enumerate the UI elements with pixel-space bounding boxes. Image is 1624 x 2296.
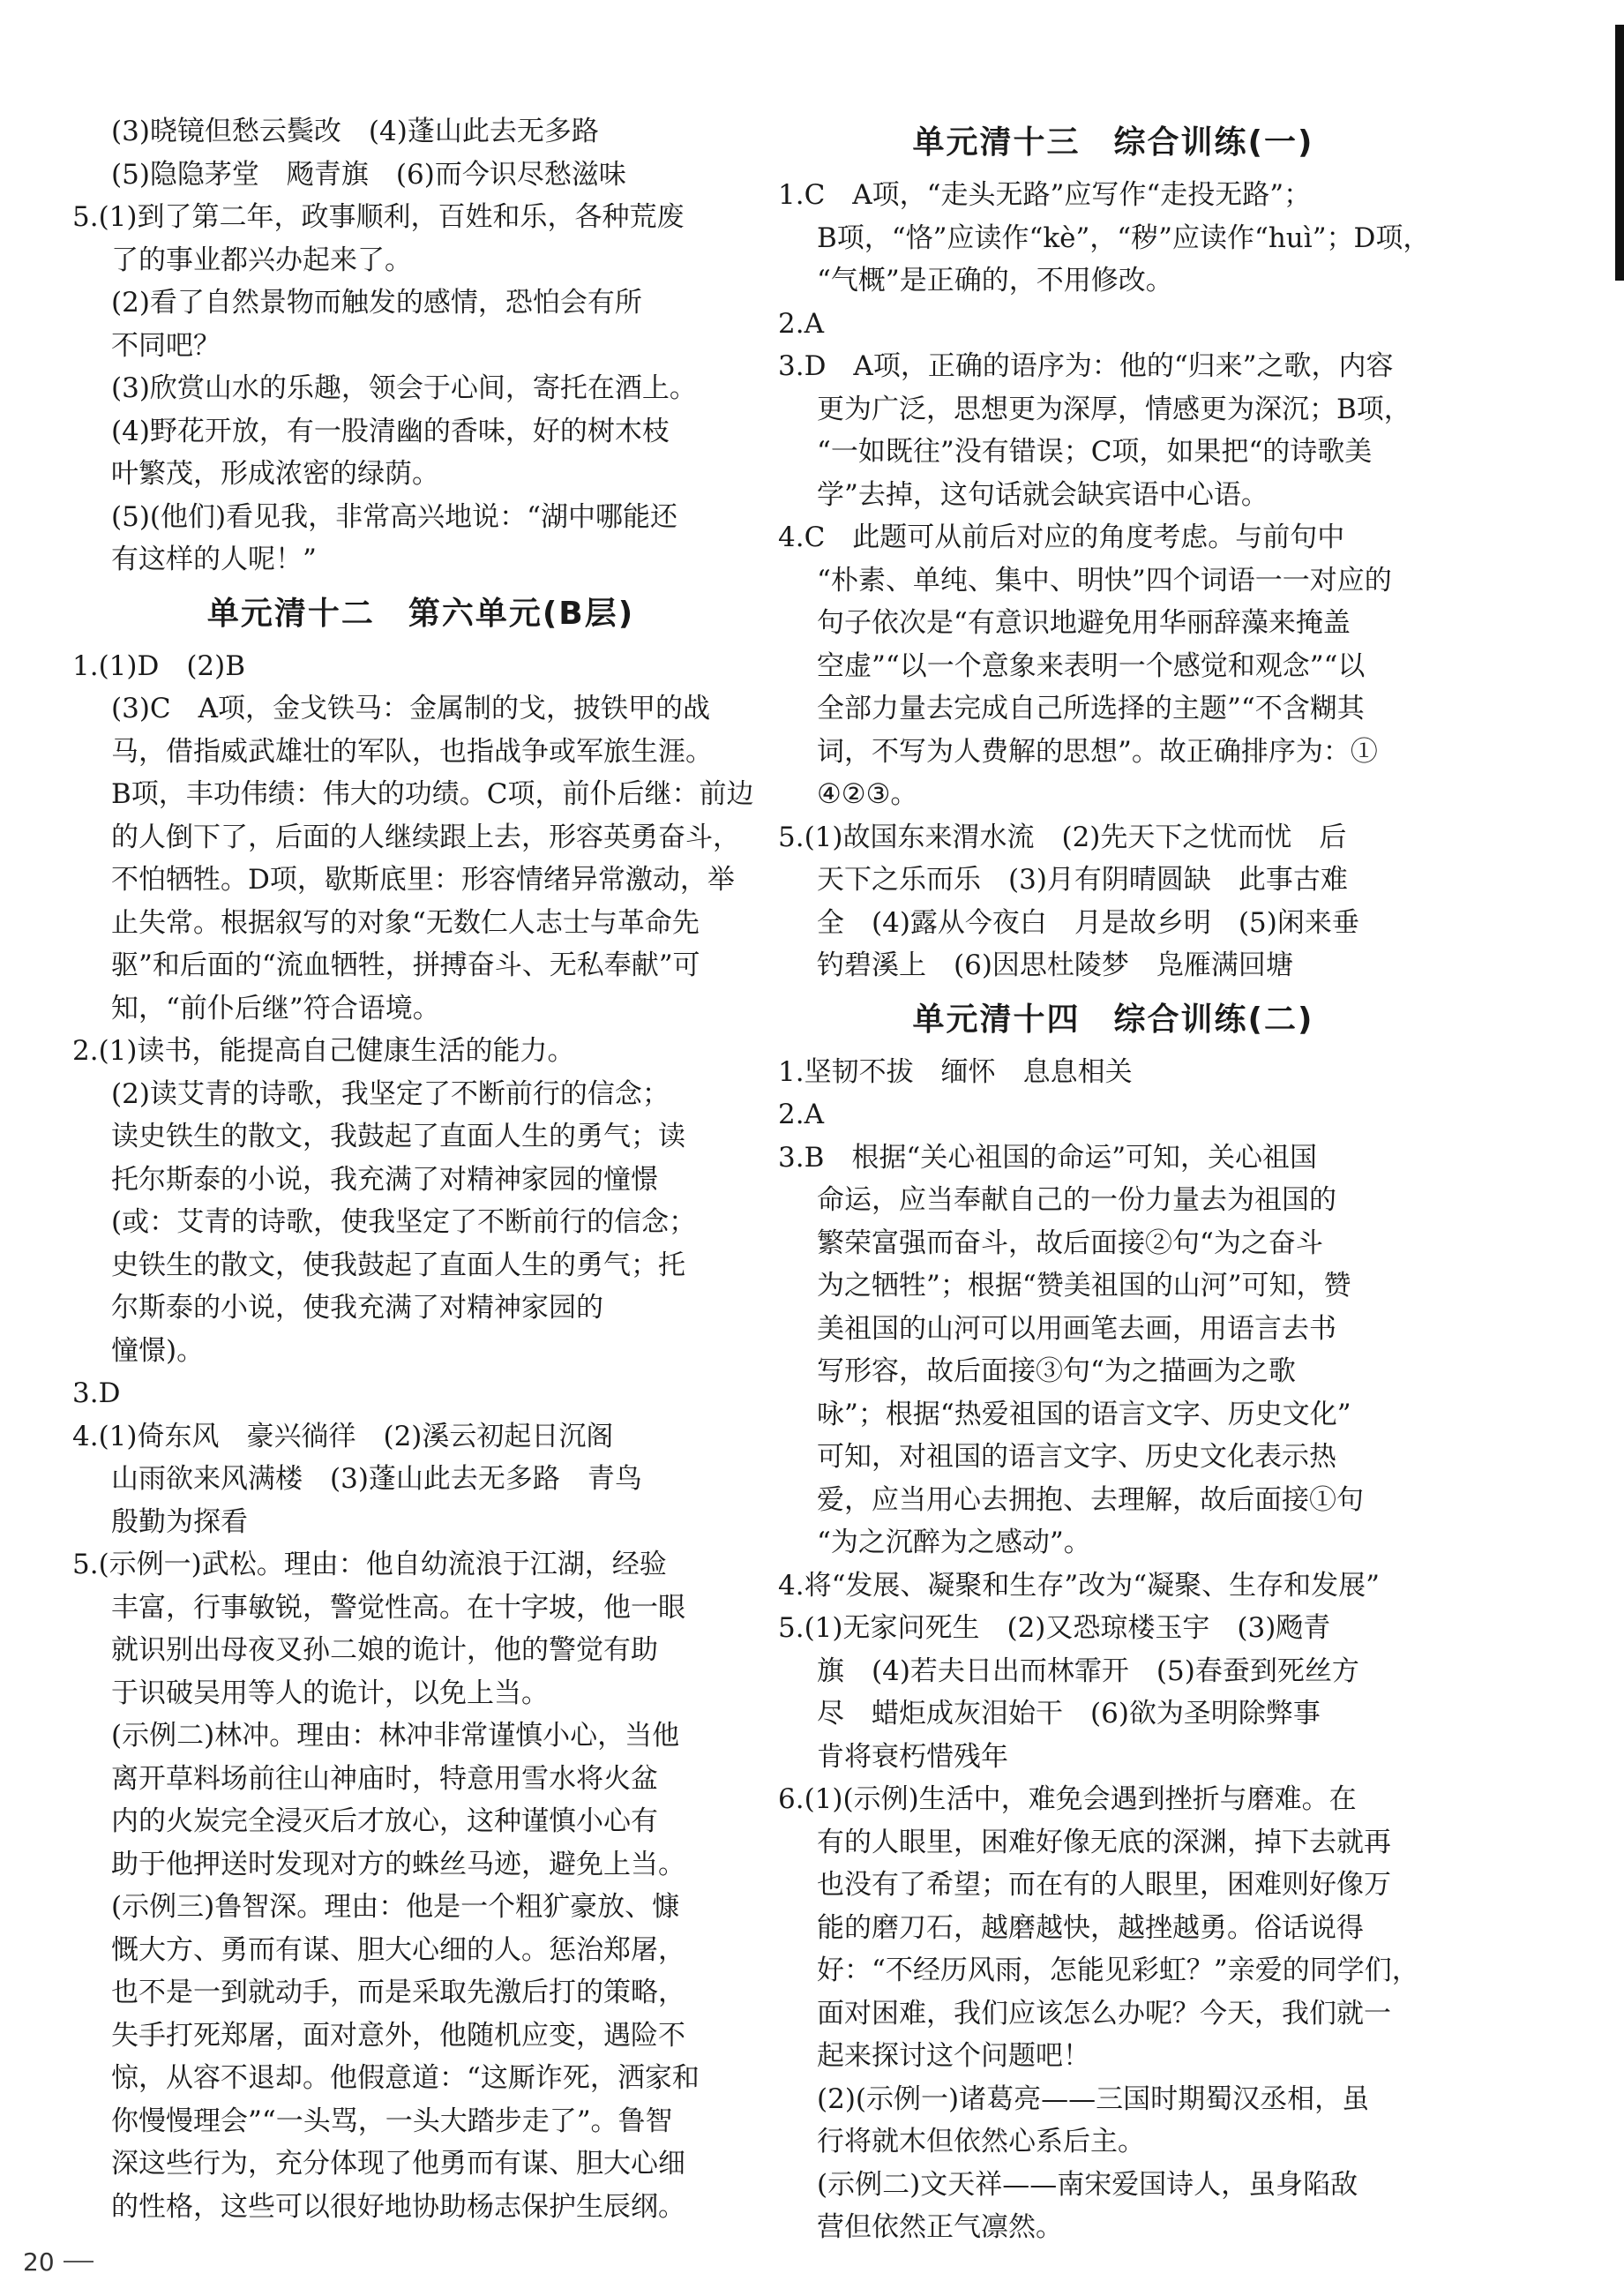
book-spine-edge: [1615, 25, 1624, 281]
answer-line-indented: 面对困难，我们应该怎么办呢？今天，我们就一: [817, 1997, 1391, 2030]
answer-line-indented: 史铁生的散文，使我鼓起了直面人生的勇气；托: [111, 1249, 685, 1281]
answer-line-indented: 钓碧溪上 (6)因思杜陵梦 凫雁满回塘: [817, 949, 1293, 981]
answer-line-indented: 为之牺牲”；根据“赞美祖国的山河”可知，赞: [817, 1270, 1351, 1302]
answer-line-indented: (5)(他们)看见我，非常高兴地说：“湖中哪能还: [111, 500, 677, 533]
answer-line-indented: 有这样的人呢！”: [111, 544, 317, 575]
answer-line-indented: (2)(示例一)诸葛亮——三国时期蜀汉丞相，虽: [817, 2082, 1370, 2115]
answer-line-indented: 命运，应当奉献自己的一份力量去为祖国的: [817, 1184, 1336, 1216]
answer-line-indented: 惊，从容不退却。他假意道：“这厮诈死，洒家和: [111, 2062, 700, 2094]
answer-line-indented: 叶繁茂，形成浓密的绿荫。: [111, 458, 439, 490]
answer-line: 2.A: [778, 307, 824, 340]
answer-line-indented: 咏”；根据“热爱祖国的语言文字、历史文化”: [817, 1398, 1351, 1430]
answer-line: 3.D A项，正确的语序为：他的“归来”之歌，内容: [778, 350, 1394, 382]
answer-line-indented: 驱”和后面的“流血牺牲，拼搏奋斗、无私奉献”可: [111, 949, 700, 981]
answer-line-indented: 好：“不经历风雨，怎能见彩虹？”亲爱的同学们，: [817, 1955, 1419, 1986]
answer-line-indented: 旗 (4)若夫日出而林霏开 (5)春蚕到死丝方: [817, 1654, 1359, 1687]
answer-line: 2.A: [778, 1099, 824, 1130]
answer-line-indented: 有的人眼里，困难好像无底的深渊，掉下去就再: [817, 1826, 1391, 1858]
answer-line: 1.C A项，“走头无路”应写作“走投无路”；: [778, 179, 1312, 211]
answer-line-indented: (3)C A项，金戈铁马：金属制的戈，披铁甲的战: [111, 693, 711, 724]
section-heading: 单元清十四 综合训练(二): [912, 1001, 1314, 1038]
answer-line-indented: B项，“恪”应读作“kè”，“秽”应读作“huì”；D项，: [817, 221, 1431, 254]
answer-line: 5.(示例一)武松。理由：他自幼流浪于江湖，经验: [72, 1549, 667, 1580]
answer-line-indented: 天下之乐而乐 (3)月有阴晴圆缺 此事古难: [817, 864, 1348, 896]
answer-line-indented: 学”去掉，这句话就会缺宾语中心语。: [817, 478, 1269, 511]
answer-line-indented: 丰富，行事敏锐，警觉性高。在十字坡，他一眼: [111, 1591, 685, 1624]
answer-line: 4.将“发展、凝聚和生存”改为“凝聚、生存和发展”: [778, 1569, 1380, 1602]
answer-line: 1.坚韧不拔 缅怀 息息相关: [778, 1055, 1133, 1088]
answer-line: 5.(1)到了第二年，政事顺利，百姓和乐，各种荒废: [72, 201, 685, 233]
answer-line-indented: 空虚”“以一个意象来表明一个感觉和观念”“以: [817, 649, 1366, 682]
answer-line-indented: 肯将衰朽惜残年: [817, 1740, 1008, 1773]
answer-line-indented: 于识破吴用等人的诡计，以免上当。: [111, 1677, 549, 1709]
page-number-rule: [64, 2261, 94, 2262]
answer-line: 3.D: [72, 1377, 121, 1409]
answer-line-indented: “朴素、单纯、集中、明快”四个词语一一对应的: [817, 564, 1392, 597]
answer-line-indented: “气概”是正确的，不用修改。: [817, 265, 1173, 296]
answer-line-indented: (5)隐隐茅堂 飏青旗 (6)而今识尽愁滋味: [111, 158, 626, 191]
answer-line-indented: 的人倒下了，后面的人继续跟上去，形容英勇奋斗，: [111, 821, 740, 853]
answer-line: 6.(1)(示例)生活中，难免会遇到挫折与磨难。在: [778, 1783, 1357, 1815]
answer-line-indented: 托尔斯泰的小说，我充满了对精神家园的憧憬: [111, 1163, 658, 1196]
answer-line-indented: 尔斯泰的小说，使我充满了对精神家园的: [111, 1292, 603, 1324]
answer-line-indented: 更为广泛，思想更为深厚，情感更为深沉；B项，: [817, 393, 1411, 425]
answer-line-indented: 的性格，这些可以很好地协助杨志保护生辰纲。: [111, 2190, 685, 2223]
answer-line-indented: 爱，应当用心去拥抱、去理解，故后面接①句: [817, 1483, 1364, 1516]
answer-line-indented: 憧憬)。: [111, 1334, 205, 1367]
answer-line-indented: 失手打死郑屠，面对意外，他随机应变，遇险不: [111, 2019, 685, 2052]
answer-line-indented: 助于他押送时发现对方的蛛丝马迹，避免上当。: [111, 1848, 685, 1880]
answer-line-indented: 也不是一到就动手，而是采取先激后打的策略，: [111, 1977, 685, 2008]
answer-line-indented: 山雨欲来风满楼 (3)蓬山此去无多路 青鸟: [111, 1463, 642, 1495]
answer-line: 5.(1)故国东来渭水流 (2)先天下之忧而忧 后: [778, 821, 1347, 853]
answer-line-indented: (示例二)林冲。理由：林冲非常谨慎小心，当他: [111, 1720, 680, 1752]
answer-line-indented: 美祖国的山河可以用画笔去画，用语言去书: [817, 1312, 1336, 1345]
answer-line-indented: (2)读艾青的诗歌，我坚定了不断前行的信念；: [111, 1077, 670, 1110]
answer-line-indented: (3)晓镜但愁云鬓改 (4)蓬山此去无多路: [111, 116, 599, 147]
answer-line-indented: 马，借指威武雄壮的军队，也指战争或军旅生涯。: [111, 735, 713, 768]
answer-line-indented: 止失常。根据叙写的对象“无数仁人志士与革命先: [111, 906, 700, 939]
section-heading: 单元清十二 第六单元(B层): [206, 595, 635, 632]
answer-line: 2.(1)读书，能提高自己健康生活的能力。: [72, 1035, 575, 1067]
answer-line-indented: (2)看了自然景物而触发的感情，恐怕会有所: [111, 287, 642, 319]
answer-line-indented: 离开草料场前往山神庙时，特意用雪水将火盆: [111, 1762, 658, 1795]
right-column: [778, 110, 1448, 2249]
answer-line-indented: (示例二)文天祥——南宋爱国诗人，虽身陷敌: [817, 2168, 1358, 2201]
answer-line-indented: 读史铁生的散文，我鼓起了直面人生的勇气；读: [111, 1121, 685, 1152]
answer-line-indented: 全部力量去完成自己所选择的主题”“不含糊其: [817, 693, 1365, 724]
answer-line-indented: ④②③。: [817, 778, 918, 810]
answer-line-indented: “一如既往”没有错误；C项，如果把“的诗歌美: [817, 436, 1373, 468]
answer-line: 4.C 此题可从前后对应的角度考虑。与前句中: [778, 521, 1345, 553]
answer-line-indented: (3)欣赏山水的乐趣，领会于心间，寄托在酒上。: [111, 372, 697, 404]
answer-line-indented: 不同吧？: [111, 329, 221, 362]
answer-line-indented: 营但依然正气凛然。: [817, 2211, 1063, 2243]
answer-line-indented: 慨大方、勇而有谋、胆大心细的人。惩治郑屠，: [111, 1933, 685, 1966]
answer-line-indented: 全 (4)露从今夜白 月是故乡明 (5)闲来垂: [817, 906, 1359, 939]
answer-line-indented: (示例三)鲁智深。理由：他是一个粗犷豪放、慷: [111, 1891, 680, 1923]
answer-line: 3.B 根据“关心祖国的命运”可知，关心祖国: [778, 1141, 1318, 1174]
page-number: 20: [23, 2247, 55, 2277]
answer-line-indented: (或：艾青的诗歌，使我坚定了不断前行的信念；: [111, 1206, 697, 1238]
answer-line-indented: 词，不写为人费解的思想”。故正确排序为：①: [817, 735, 1378, 768]
answer-line: 1.(1)D (2)B: [72, 649, 246, 682]
answer-line: 5.(1)无家问死生 (2)又恐琼楼玉宇 (3)飏青: [778, 1612, 1331, 1644]
section-heading: 单元清十三 综合训练(一): [912, 124, 1314, 161]
answer-line-indented: 起来探讨这个问题吧！: [817, 2040, 1090, 2072]
answer-line-indented: B项，丰功伟绩：伟大的功绩。C项，前仆后继：前边: [111, 778, 754, 810]
answer-line-indented: 殷勤为探看: [111, 1505, 248, 1538]
answer-line-indented: 知，“前仆后继”符合语境。: [111, 992, 440, 1024]
answer-line-indented: 深这些行为，充分体现了他勇而有谋、胆大心细: [111, 2148, 685, 2180]
answer-line-indented: 也没有了希望；而在有的人眼里，困难则好像万: [817, 1869, 1391, 1901]
answer-line-indented: 内的火炭完全浸灭后才放心，这种谨慎小心有: [111, 1805, 658, 1837]
answer-line: 4.(1)倚东风 豪兴徜徉 (2)溪云初起日沉阁: [72, 1420, 614, 1452]
answer-line-indented: 了的事业都兴办起来了。: [111, 244, 412, 276]
answer-line-indented: 行将就木但依然心系后主。: [817, 2126, 1145, 2157]
left-column: [72, 110, 769, 2228]
answer-line-indented: (4)野花开放，有一股清幽的香味，好的树木枝: [111, 415, 670, 447]
answer-line-indented: 你慢慢理会”“一头骂，一头大踏步走了”。鲁智: [111, 2105, 673, 2137]
answer-line-indented: 就识别出母夜叉孙二娘的诡计，他的警觉有助: [111, 1634, 658, 1666]
answer-line-indented: 能的磨刀石，越磨越快，越挫越勇。俗话说得: [817, 1911, 1364, 1944]
answer-line-indented: 写形容，故后面接③句“为之描画为之歌: [817, 1355, 1296, 1387]
answer-line-indented: 句子依次是“有意识地避免用华丽辞藻来掩盖: [817, 607, 1351, 639]
answer-line-indented: 不怕牺牲。D项，歇斯底里：形容情绪异常激动，举: [111, 864, 735, 896]
answer-line-indented: 尽 蜡炬成灰泪始干 (6)欲为圣明除弊事: [817, 1698, 1321, 1730]
answer-line-indented: 繁荣富强而奋斗，故后面接②句“为之奋斗: [817, 1227, 1323, 1259]
answer-line-indented: 可知，对祖国的语言文字、历史文化表示热: [817, 1441, 1336, 1473]
answer-line-indented: “为之沉醉为之感动”。: [817, 1527, 1091, 1558]
